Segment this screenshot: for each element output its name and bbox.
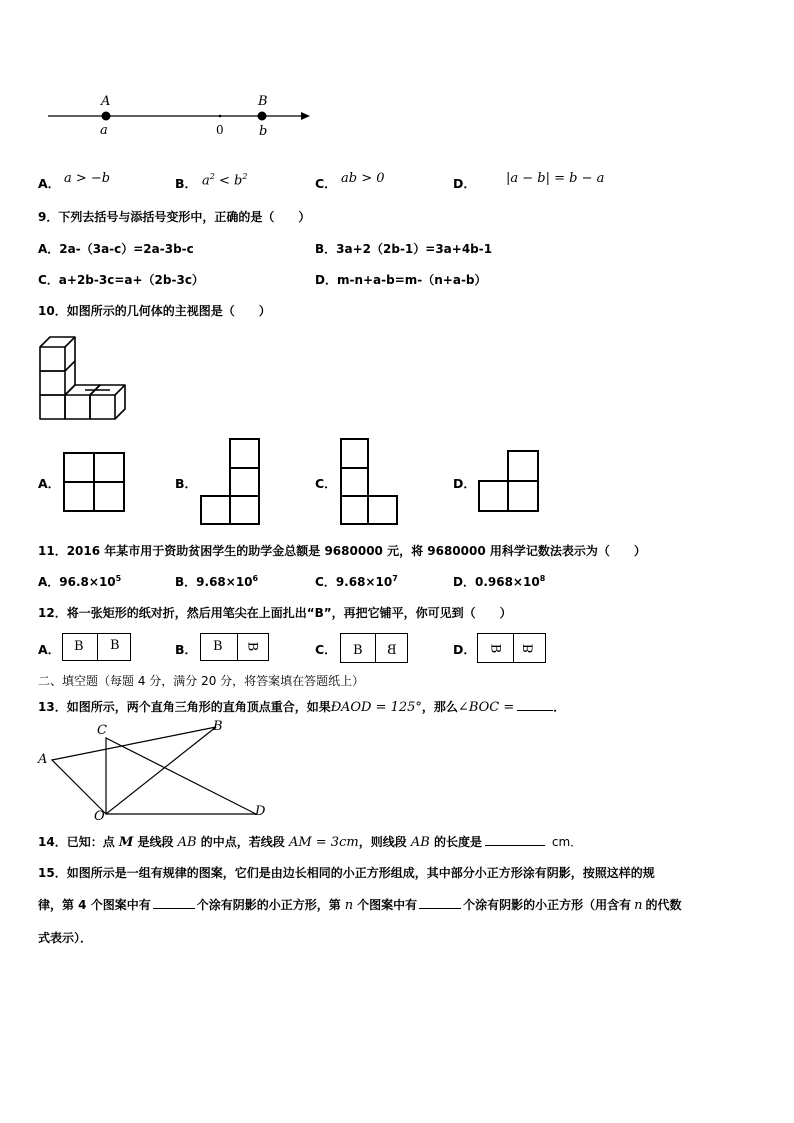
letter-b-rotated: B	[244, 641, 260, 652]
q13-label-d: D	[255, 804, 266, 819]
point-label-a-lower: a	[100, 123, 108, 138]
q9-option-a: A．2a-（3a-c）=2a-3b-c	[38, 242, 194, 256]
q14-answer-blank[interactable]	[485, 833, 545, 846]
q15-answer-blank-1[interactable]	[153, 896, 195, 909]
zero-label: 0	[216, 123, 224, 137]
q10-option-a-label: A．	[38, 476, 61, 491]
q12-option-d-label: D．	[453, 642, 476, 657]
q9-option-c: C．a+2b-3c=a+（2b-3c）	[38, 273, 204, 287]
number-line-figure	[40, 90, 320, 145]
q12-option-b-card[interactable]	[200, 633, 269, 661]
q9-option-d: D．m-n+a-b=m-（n+a-b）	[315, 273, 487, 287]
point-label-b-upper: B	[258, 94, 268, 109]
q13-triangle-figure	[36, 720, 276, 825]
section-heading: 二、填空题（每题 4 分，满分 20 分，将答案填在答题纸上）	[38, 674, 365, 688]
q8-option-a: a > −b	[64, 171, 111, 186]
q10-option-d-figure[interactable]	[478, 450, 540, 512]
letter-b-rotated-mirrored: B	[521, 643, 537, 654]
letter-b: B	[213, 639, 223, 654]
q8-option-d-label: D．	[453, 176, 476, 191]
q12-option-b-label: B．	[175, 642, 198, 657]
q13-label-a: A	[38, 752, 48, 767]
q11-option-d: D．$0.968\times 10^8$	[453, 574, 546, 589]
q12-option-a-card[interactable]	[62, 633, 131, 661]
q10-option-b-label: B．	[175, 476, 198, 491]
q8-option-c: ab > 0	[341, 171, 385, 186]
q12-option-a-label: A．	[38, 642, 61, 657]
q10-option-d-label: D．	[453, 476, 476, 491]
point-label-a-upper: A	[101, 94, 111, 109]
q13-label-c: C	[97, 723, 107, 738]
q14-text: 14．已知：点 M 是线段 AB 的中点，若线段 AM = 3cm，则线段 AB 的长度是 cm．	[38, 835, 583, 850]
q15-answer-blank-2[interactable]	[419, 896, 461, 909]
q15-line3: 式表示）．	[38, 931, 93, 945]
q12-option-c-label: C．	[315, 642, 337, 657]
letter-b-mirrored: B	[387, 643, 397, 658]
letter-b-rotated: B	[487, 643, 503, 654]
q8-option-d: |a − b| = b − a	[506, 171, 605, 186]
q10-option-a-figure[interactable]	[63, 452, 125, 512]
q10-option-c-figure[interactable]	[340, 438, 402, 526]
q11-stem: 11．2016 年某市用于资助贫困学生的助学金总额是 9680000 元，将 9680000 用科学记数法表示为（ ）	[38, 544, 646, 558]
q11-option-c: C．$9.68\times 10^7$	[315, 574, 398, 589]
q12-option-c-card[interactable]	[340, 633, 408, 663]
q8-option-a-label: A．	[38, 176, 61, 191]
q9-option-b: B．3a+2（2b-1）=3a+4b-1	[315, 242, 493, 256]
q13-stem: 13．如图所示，两个直角三角形的直角顶点重合，如果ÐAOD = 125°，那么∠BOC = ．	[38, 700, 566, 715]
q10-solid-figure	[36, 332, 126, 424]
q13-label-b: B	[213, 719, 223, 734]
letter-b: B	[353, 643, 363, 658]
q15-line2: 律，第 4 个图案中有 个涂有阴影的小正方形，第 n 个图案中有 个涂有阴影的小正方形（用含有 n 的代数	[38, 898, 682, 913]
letter-b: B	[110, 638, 120, 653]
q15-line1: 15．如图所示是一组有规律的图案，它们是由边长相同的小正方形组成，其中部分小正方形涂有阴影，按照这样的规	[38, 866, 655, 880]
q10-option-c-label: C．	[315, 476, 337, 491]
q10-stem: 10．如图所示的几何体的主视图是（ ）	[38, 304, 271, 318]
q11-option-b: B．$9.68\times 10^6$	[175, 574, 259, 589]
q10-option-b-figure[interactable]	[200, 438, 262, 526]
q11-option-a: A．$96.8\times 10^5$	[38, 574, 122, 589]
point-label-b-lower: b	[259, 124, 268, 139]
q13-answer-blank[interactable]	[517, 698, 553, 711]
q8-option-b-label: B．	[175, 176, 198, 191]
q9-stem: 9．下列去括号与添括号变形中，正确的是（ ）	[38, 210, 311, 224]
letter-b: B	[74, 639, 84, 654]
q13-label-o: O	[94, 809, 105, 824]
q12-option-d-card[interactable]	[477, 633, 546, 663]
q8-option-b: $a^2 < b^2$	[202, 172, 248, 189]
q12-stem: 12．将一张矩形的纸对折，然后用笔尖在上面扎出“B”，再把它铺平，你可见到（ ）	[38, 606, 512, 620]
q8-option-c-label: C．	[315, 176, 337, 191]
